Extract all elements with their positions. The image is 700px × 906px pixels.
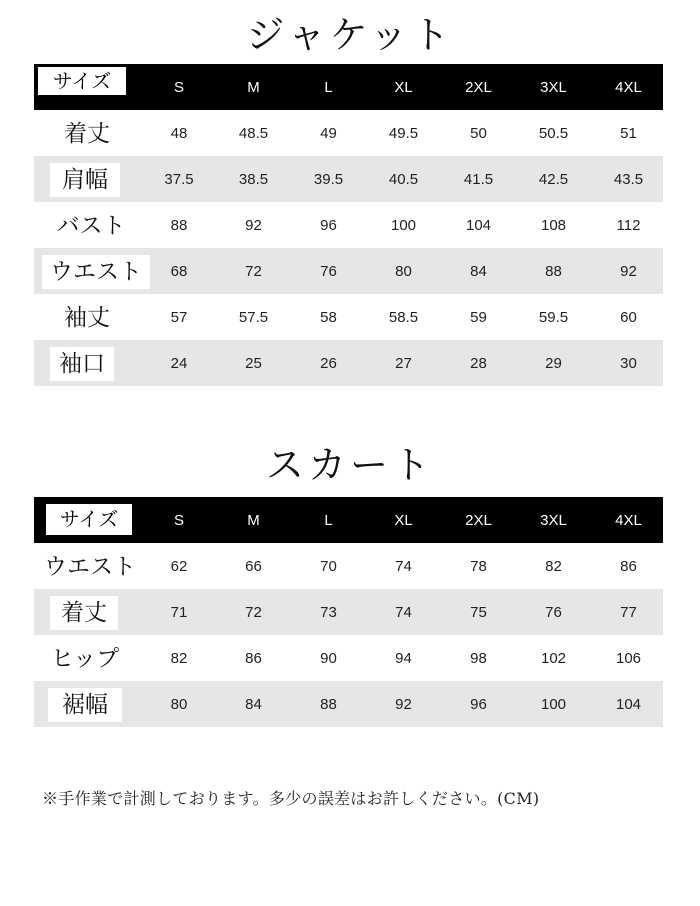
- size-4xl: 4XL: [615, 78, 642, 96]
- size-s: S: [173, 78, 184, 96]
- table-row-sleeve-length: [34, 294, 663, 340]
- table-cell: 84: [470, 262, 487, 280]
- table-cell: 50: [470, 124, 487, 142]
- table-cell: 106: [615, 649, 642, 667]
- table-cell: 72: [245, 262, 262, 280]
- table-cell: 29: [545, 354, 562, 372]
- table-cell: 43.5: [613, 170, 644, 188]
- table-cell: 68: [170, 262, 188, 280]
- table-cell: 84: [245, 695, 262, 713]
- table-cell: 75: [470, 603, 487, 621]
- table-cell: 58: [320, 308, 337, 326]
- table-row-hem-width: [34, 681, 663, 727]
- jacket-size-table: [34, 64, 663, 386]
- size-2xl: 2XL: [465, 78, 492, 96]
- size-header-label: サイズ: [46, 504, 132, 535]
- skirt-size-table: [34, 497, 663, 727]
- table-cell: 74: [395, 603, 412, 621]
- size-3xl: 3XL: [540, 78, 567, 96]
- table-row-length: [34, 110, 663, 156]
- size-l: L: [324, 511, 333, 529]
- table-cell: 74: [395, 557, 412, 575]
- table-row-length: [34, 589, 663, 635]
- table-cell: 82: [170, 649, 188, 667]
- table-cell: 78: [470, 557, 487, 575]
- table-cell: 60: [620, 308, 637, 326]
- row-label: ヒップ: [50, 646, 120, 672]
- table-cell: 104: [465, 216, 492, 234]
- size-m: M: [247, 511, 260, 529]
- table-header: [34, 497, 663, 543]
- table-cell: 37.5: [164, 170, 194, 188]
- table-header: [34, 64, 663, 110]
- size-xl: XL: [394, 78, 413, 96]
- table-cell: 42.5: [538, 170, 569, 188]
- header-label-cell: [34, 64, 142, 110]
- table-cell: 59.5: [538, 308, 569, 326]
- table-cell: 50.5: [538, 124, 569, 142]
- table-cell: 92: [245, 216, 262, 234]
- table-cell: 92: [395, 695, 412, 713]
- table-cell: 86: [620, 557, 637, 575]
- table-cell: 104: [615, 695, 642, 713]
- table-cell: 94: [395, 649, 412, 667]
- table-cell: 70: [320, 557, 337, 575]
- table-cell: 62: [170, 557, 188, 575]
- table-cell: 76: [320, 262, 337, 280]
- row-label: 着丈: [50, 596, 118, 630]
- table-cell: 49.5: [388, 124, 419, 142]
- table-cell: 100: [540, 695, 567, 713]
- size-3xl: 3XL: [540, 511, 567, 529]
- table-cell: 102: [540, 649, 567, 667]
- row-label: 肩幅: [50, 163, 120, 197]
- table-cell: 28: [470, 354, 487, 372]
- size-m: M: [247, 78, 260, 96]
- table-cell: 76: [545, 603, 562, 621]
- table-cell: 51: [620, 124, 637, 142]
- table-cell: 49: [320, 124, 337, 142]
- table-cell: 59: [470, 308, 487, 326]
- table-cell: 88: [545, 262, 562, 280]
- row-label: 着丈: [64, 121, 110, 147]
- table-cell: 92: [620, 262, 637, 280]
- row-label: バスト: [56, 213, 126, 239]
- table-cell: 39.5: [313, 170, 344, 188]
- table-cell: 58.5: [388, 308, 419, 326]
- skirt-title: スカート: [265, 443, 434, 487]
- table-cell: 40.5: [388, 170, 419, 188]
- table-cell: 66: [245, 557, 262, 575]
- size-2xl: 2XL: [465, 511, 492, 529]
- table-cell: 57: [170, 308, 188, 326]
- table-row-waist: [34, 543, 663, 589]
- row-label: 袖丈: [64, 305, 110, 331]
- table-cell: 80: [395, 262, 412, 280]
- table-cell: 80: [170, 695, 188, 713]
- size-4xl: 4XL: [615, 511, 642, 529]
- measurement-note: ※手作業で計測しております。多少の誤差はお許しください。(CM): [42, 789, 540, 808]
- table-cell: 27: [395, 354, 412, 372]
- row-label: 袖口: [50, 347, 114, 381]
- row-label: ウエスト: [44, 554, 136, 580]
- size-l: L: [324, 78, 333, 96]
- table-cell: 96: [320, 216, 337, 234]
- size-header-label: サイズ: [38, 67, 126, 95]
- table-row-hip: [34, 635, 663, 681]
- table-row-cuff: [34, 340, 663, 386]
- table-cell: 73: [320, 603, 337, 621]
- table-cell: 72: [245, 603, 262, 621]
- table-row-shoulder: [34, 156, 663, 202]
- table-cell: 82: [545, 557, 562, 575]
- table-cell: 41.5: [463, 170, 494, 188]
- table-row-bust: [34, 202, 663, 248]
- table-cell: 57.5: [238, 308, 269, 326]
- table-row-waist: [34, 248, 663, 294]
- table-cell: 108: [540, 216, 567, 234]
- table-cell: 71: [170, 603, 188, 621]
- table-cell: 86: [245, 649, 262, 667]
- table-cell: 90: [320, 649, 337, 667]
- table-cell: 26: [320, 354, 337, 372]
- size-s: S: [173, 511, 184, 529]
- table-cell: 24: [170, 354, 188, 372]
- header-label-cell: [34, 497, 142, 543]
- table-cell: 25: [245, 354, 262, 372]
- table-cell: 98: [470, 649, 487, 667]
- row-label: ウエスト: [42, 255, 150, 289]
- row-label: 裾幅: [48, 688, 122, 722]
- table-cell: 96: [470, 695, 487, 713]
- table-cell: 30: [620, 354, 637, 372]
- table-cell: 112: [616, 216, 641, 234]
- size-xl: XL: [394, 511, 413, 529]
- table-cell: 48.5: [238, 124, 269, 142]
- jacket-title: ジャケット: [246, 13, 454, 57]
- table-cell: 100: [390, 216, 417, 234]
- table-cell: 88: [170, 216, 188, 234]
- table-cell: 77: [620, 603, 637, 621]
- table-cell: 38.5: [238, 170, 269, 188]
- table-cell: 48: [170, 124, 188, 142]
- table-cell: 88: [320, 695, 337, 713]
